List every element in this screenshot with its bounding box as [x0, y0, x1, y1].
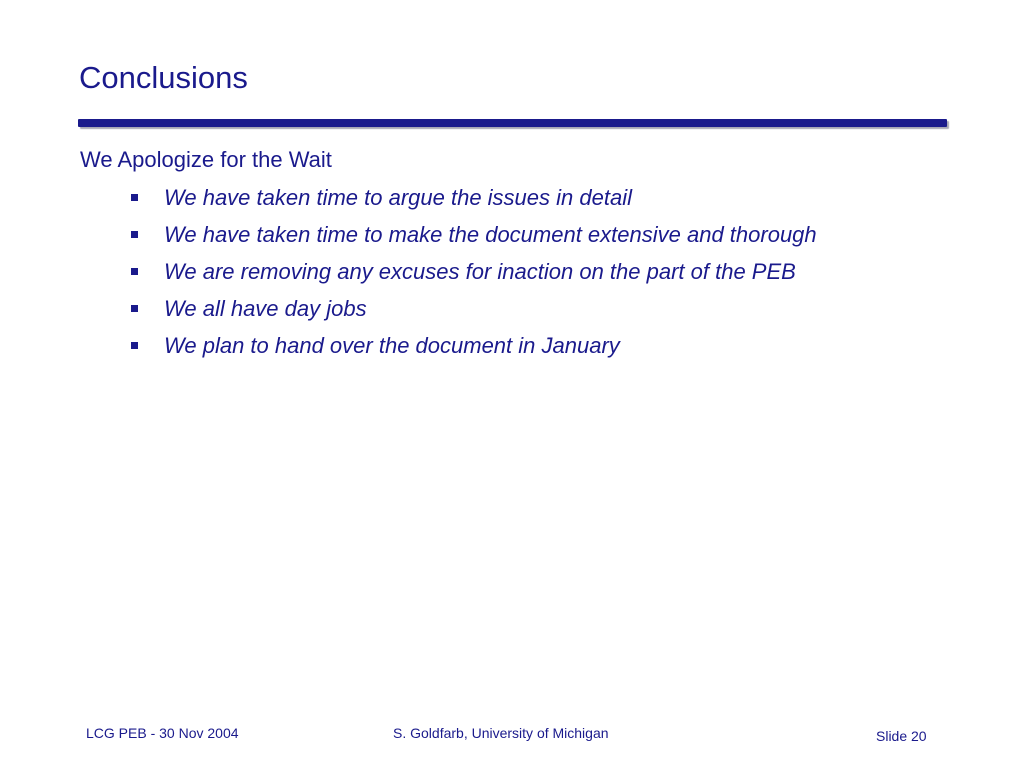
section-heading: We Apologize for the Wait	[80, 147, 332, 172]
square-bullet-icon	[131, 194, 138, 201]
slide-number: Slide 20	[876, 728, 927, 744]
footer-author: S. Goldfarb, University of Michigan	[393, 725, 609, 741]
square-bullet-icon	[131, 231, 138, 238]
square-bullet-icon	[131, 342, 138, 349]
square-bullet-icon	[131, 305, 138, 312]
square-bullet-icon	[131, 268, 138, 275]
bullet-text: We have taken time to argue the issues in detail	[164, 185, 632, 210]
title-divider	[78, 119, 947, 127]
slide-title: Conclusions	[79, 60, 248, 95]
bullet-text: We have taken time to make the document extensive and thorough	[164, 222, 817, 247]
footer-event-date: LCG PEB - 30 Nov 2004	[86, 725, 239, 741]
bullet-text: We plan to hand over the document in January	[164, 333, 620, 358]
bullet-text: We all have day jobs	[164, 296, 367, 321]
bullet-text: We are removing any excuses for inaction on the part of the PEB	[164, 259, 796, 284]
